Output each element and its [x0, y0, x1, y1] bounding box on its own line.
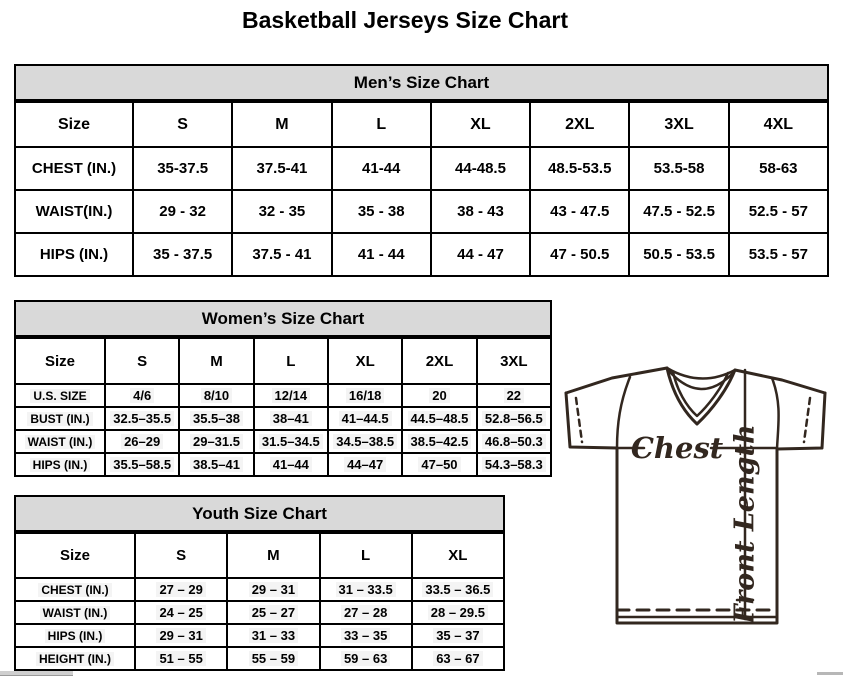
- size-value: 29–31.5: [190, 434, 243, 449]
- size-value: 35 - 38: [357, 203, 405, 220]
- size-value: 32 - 35: [258, 203, 306, 220]
- size-value-cell: [320, 647, 412, 670]
- size-value-cell: [530, 190, 629, 233]
- row-label: [15, 407, 105, 430]
- size-column-header: 2XL: [530, 102, 629, 147]
- size-value-cell: [477, 430, 551, 453]
- size-column-header: 3XL: [629, 102, 728, 147]
- size-value-cell: [332, 233, 431, 276]
- size-value: 52.5 - 57: [748, 203, 808, 220]
- size-column-header: 4XL: [729, 102, 828, 147]
- size-value: 29 – 31: [249, 582, 298, 597]
- size-value: 55 – 59: [249, 651, 298, 666]
- row-label-text: CHEST (IN.): [38, 583, 111, 597]
- size-value-cell: [729, 233, 828, 276]
- jersey-outline-icon: [560, 362, 843, 674]
- mens-table-title: Men’s Size Chart: [14, 64, 829, 101]
- size-value: 34.5–38.5: [333, 434, 397, 449]
- measurement-row: [15, 233, 828, 276]
- size-value: 52.8–56.5: [482, 411, 546, 426]
- size-value: 27 – 28: [341, 605, 390, 620]
- size-value-cell: [328, 430, 402, 453]
- size-value-cell: [179, 453, 253, 476]
- size-value-cell: [135, 624, 227, 647]
- row-label-text: HIPS (IN.): [45, 629, 106, 643]
- size-value-cell: [135, 601, 227, 624]
- size-value: 25 – 27: [249, 605, 298, 620]
- size-column-header: S: [133, 102, 232, 147]
- size-value-cell: [412, 624, 504, 647]
- size-value: 38 - 43: [457, 203, 504, 220]
- jersey-measurement-diagram: [560, 362, 843, 674]
- size-value-cell: [254, 453, 328, 476]
- size-value-cell: [232, 147, 331, 190]
- size-value: 53.5 - 57: [748, 246, 808, 263]
- size-value-cell: [729, 147, 828, 190]
- size-value: 54.3–58.3: [482, 457, 546, 472]
- size-value: 12/14: [272, 388, 311, 403]
- size-value: 35 – 37: [433, 628, 482, 643]
- size-value: 24 – 25: [156, 605, 205, 620]
- row-label: [15, 647, 135, 670]
- measurement-row: [15, 147, 828, 190]
- size-value: 20: [429, 388, 449, 403]
- horizontal-scrollbar-thumb[interactable]: [0, 671, 73, 676]
- size-value: 37.5 - 41: [252, 246, 312, 263]
- size-value: 50.5 - 53.5: [643, 246, 715, 263]
- size-value: 44.5–48.5: [408, 411, 472, 426]
- size-value: 8/10: [201, 388, 232, 403]
- page-title: Basketball Jerseys Size Chart: [241, 7, 568, 33]
- size-value: 35.5–38: [190, 411, 243, 426]
- chest-label: Chest: [630, 431, 724, 465]
- size-value-cell: [332, 147, 431, 190]
- size-value: 44 - 47: [457, 246, 504, 263]
- youth-size-chart-table: [14, 495, 505, 671]
- size-value-cell: [232, 233, 331, 276]
- size-value: 37.5-41: [256, 160, 308, 177]
- row-label-text: BUST (IN.): [27, 412, 92, 426]
- size-value: 35 - 37.5: [153, 246, 213, 263]
- size-value-cell: [629, 190, 728, 233]
- size-column-header: XL: [412, 533, 504, 578]
- size-header-label: Size: [15, 102, 133, 147]
- row-label: [15, 384, 105, 407]
- mens-table: [14, 101, 829, 277]
- size-value: 47 - 50.5: [550, 246, 610, 263]
- size-header-row: [15, 338, 551, 384]
- size-value: 26–29: [121, 434, 163, 449]
- size-value-cell: [412, 578, 504, 601]
- size-value: 44–47: [344, 457, 386, 472]
- size-column-header: 2XL: [402, 338, 476, 384]
- size-value: 35.5–58.5: [110, 457, 174, 472]
- size-value-cell: [328, 407, 402, 430]
- size-value-cell: [133, 233, 232, 276]
- size-value-cell: [227, 624, 319, 647]
- size-value-cell: [320, 624, 412, 647]
- size-value: 53.5-58: [653, 160, 705, 177]
- size-value: 27 – 29: [156, 582, 205, 597]
- size-column-header: XL: [328, 338, 402, 384]
- size-value-cell: [402, 430, 476, 453]
- size-header-row: [15, 102, 828, 147]
- size-value: 41–44.5: [339, 411, 392, 426]
- measurement-row: [15, 453, 551, 476]
- size-value-cell: [133, 147, 232, 190]
- mens-size-chart-table: [14, 64, 829, 277]
- row-label-text: WAIST (IN.): [40, 606, 111, 620]
- size-value-cell: [232, 190, 331, 233]
- size-value: 48.5-53.5: [548, 160, 612, 177]
- size-value: 41 - 44: [357, 246, 405, 263]
- size-value-cell: [402, 453, 476, 476]
- size-value-cell: [227, 578, 319, 601]
- size-value: 38.5–42.5: [408, 434, 472, 449]
- size-value: 31 – 33: [249, 628, 298, 643]
- row-label: [15, 453, 105, 476]
- size-value: 31.5–34.5: [259, 434, 323, 449]
- size-value-cell: [105, 384, 179, 407]
- size-value: 29 - 32: [159, 203, 206, 220]
- size-value-cell: [254, 407, 328, 430]
- size-column-header: L: [254, 338, 328, 384]
- row-label: [15, 624, 135, 647]
- size-column-header: 3XL: [477, 338, 551, 384]
- size-value-cell: [254, 430, 328, 453]
- size-value-cell: [530, 233, 629, 276]
- womens-size-chart-table: [14, 300, 552, 477]
- measurement-row: [15, 384, 551, 407]
- size-column-header: L: [320, 533, 412, 578]
- size-value: 28 – 29.5: [428, 605, 488, 620]
- size-value-cell: [412, 647, 504, 670]
- size-value-cell: [179, 384, 253, 407]
- row-label-text: CHEST (IN.): [31, 160, 117, 177]
- row-label: [15, 233, 133, 276]
- size-header-row: [15, 533, 504, 578]
- size-value-cell: [179, 407, 253, 430]
- row-label-text: WAIST (IN.): [25, 435, 96, 449]
- size-value: 46.8–50.3: [482, 434, 546, 449]
- measurement-row: [15, 647, 504, 670]
- womens-table: [14, 337, 552, 477]
- size-value-cell: [477, 453, 551, 476]
- size-value-cell: [320, 601, 412, 624]
- size-column-header: S: [105, 338, 179, 384]
- measurement-row: [15, 624, 504, 647]
- size-value: 59 – 63: [341, 651, 390, 666]
- size-column-header: M: [227, 533, 319, 578]
- size-column-header: M: [179, 338, 253, 384]
- size-value-cell: [254, 384, 328, 407]
- size-value-cell: [179, 430, 253, 453]
- size-header-label: Size: [15, 533, 135, 578]
- size-header-label: Size: [15, 338, 105, 384]
- size-value-cell: [105, 453, 179, 476]
- horizontal-scrollbar-track[interactable]: [817, 672, 843, 675]
- size-value: 47–50: [418, 457, 460, 472]
- size-value-cell: [133, 190, 232, 233]
- row-label: [15, 147, 133, 190]
- youth-table-title: Youth Size Chart: [14, 495, 505, 532]
- size-value-cell: [402, 384, 476, 407]
- row-label: [15, 578, 135, 601]
- size-value: 29 – 31: [156, 628, 205, 643]
- size-value: 38.5–41: [190, 457, 243, 472]
- measurement-row: [15, 407, 551, 430]
- size-value-cell: [227, 601, 319, 624]
- size-value-cell: [135, 578, 227, 601]
- size-value: 31 – 33.5: [336, 582, 396, 597]
- row-label: [15, 430, 105, 453]
- size-value: 4/6: [130, 388, 154, 403]
- size-value: 63 – 67: [433, 651, 482, 666]
- size-value: 35-37.5: [157, 160, 209, 177]
- size-column-header: M: [232, 102, 331, 147]
- womens-table-title: Women’s Size Chart: [14, 300, 552, 337]
- size-value: 51 – 55: [156, 651, 205, 666]
- size-value: 33.5 – 36.5: [422, 582, 493, 597]
- size-value-cell: [431, 190, 530, 233]
- size-value: 58-63: [759, 160, 798, 177]
- size-value: 22: [504, 388, 524, 403]
- size-value: 47.5 - 52.5: [643, 203, 715, 220]
- size-value-cell: [332, 190, 431, 233]
- size-value: 33 – 35: [341, 628, 390, 643]
- row-label-text: WAIST(IN.): [35, 203, 113, 220]
- front-length-label: Front Length: [729, 424, 761, 624]
- measurement-row: [15, 601, 504, 624]
- size-value: 32.5–35.5: [110, 411, 174, 426]
- row-label-text: HEIGHT (IN.): [36, 652, 114, 666]
- size-value-cell: [431, 147, 530, 190]
- size-value-cell: [105, 430, 179, 453]
- size-value-cell: [412, 601, 504, 624]
- size-value-cell: [477, 384, 551, 407]
- size-value: 41-44: [362, 160, 401, 177]
- row-label: [15, 601, 135, 624]
- size-column-header: S: [135, 533, 227, 578]
- size-value-cell: [530, 147, 629, 190]
- row-label: [15, 190, 133, 233]
- measurement-row: [15, 430, 551, 453]
- size-value-cell: [729, 190, 828, 233]
- size-value: 44-48.5: [455, 160, 506, 177]
- size-column-header: XL: [431, 102, 530, 147]
- row-label-text: HIPS (IN.): [39, 246, 109, 263]
- size-value-cell: [629, 233, 728, 276]
- row-label-text: HIPS (IN.): [30, 458, 91, 472]
- size-value-cell: [402, 407, 476, 430]
- size-value: 38–41: [270, 411, 312, 426]
- size-value: 43 - 47.5: [550, 203, 610, 220]
- size-value-cell: [431, 233, 530, 276]
- size-value-cell: [477, 407, 551, 430]
- youth-table: [14, 532, 505, 671]
- size-value: 16/18: [346, 388, 385, 403]
- row-label-text: U.S. SIZE: [30, 389, 89, 403]
- size-value-cell: [135, 647, 227, 670]
- size-value-cell: [320, 578, 412, 601]
- measurement-row: [15, 190, 828, 233]
- size-value-cell: [328, 453, 402, 476]
- size-value-cell: [629, 147, 728, 190]
- size-column-header: L: [332, 102, 431, 147]
- size-value: 41–44: [270, 457, 312, 472]
- measurement-row: [15, 578, 504, 601]
- size-value-cell: [227, 647, 319, 670]
- size-value-cell: [105, 407, 179, 430]
- size-value-cell: [328, 384, 402, 407]
